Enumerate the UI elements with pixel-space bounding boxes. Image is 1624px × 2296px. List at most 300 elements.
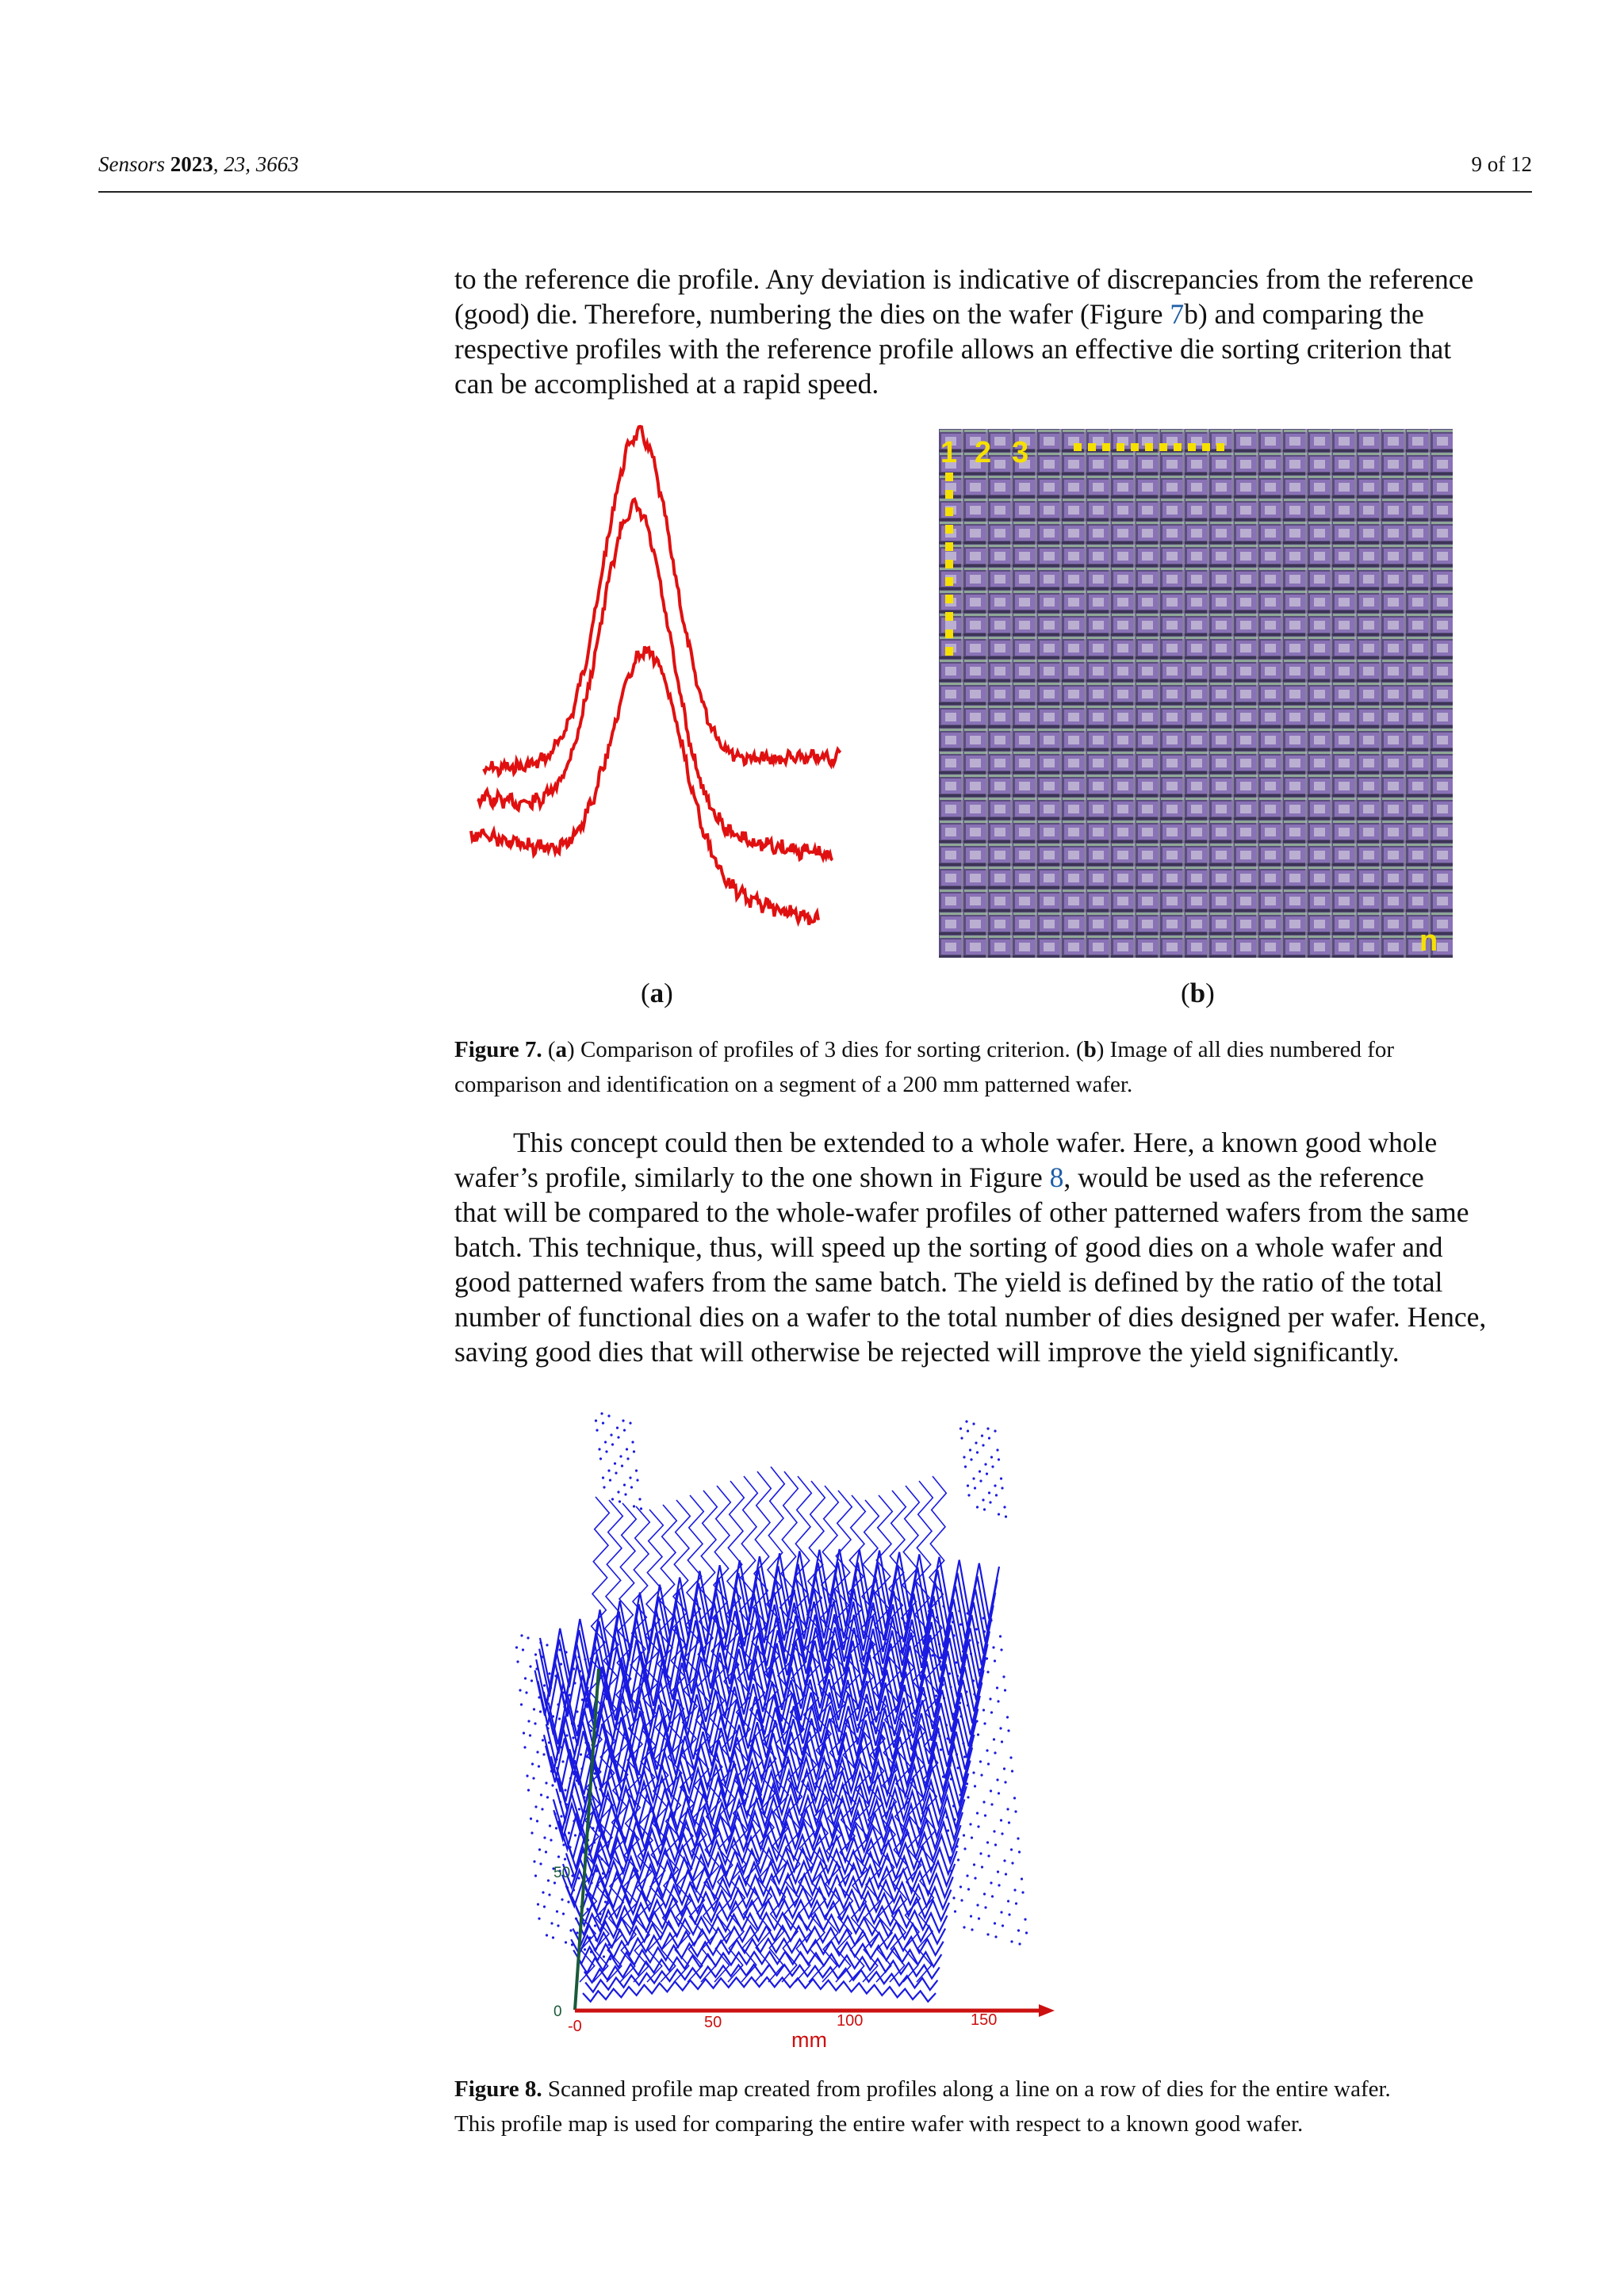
figure-7-link[interactable]: 7 [1170,298,1185,330]
paragraph-2-line [454,1160,1532,1195]
profile-map-point [970,1652,972,1655]
profile-map-line [768,1471,798,1982]
page-number: 9 of 12 [1471,152,1532,176]
caption-line: Figure 7. (a) Comparison of profiles of 3 dies for sorting criterion. (b) Image of all dies numbered for [454,1037,1395,1062]
profile-map-point [944,1632,947,1634]
profile-map-point [995,1494,998,1496]
profile-map-point [959,1885,962,1888]
profile-map-point [986,1749,988,1751]
profile-map-point [970,1458,972,1460]
paragraph-2-line: that will be compared to the whole-wafer profiles of other patterned wafers from the same [454,1196,1469,1228]
profile-map-point [989,1501,991,1503]
profile-map-point [994,1751,996,1754]
profile-map-point [1001,1832,1003,1835]
profile-map-point [956,1766,959,1769]
figure-8-caption [454,2072,1549,2141]
profile-map-point [983,1892,986,1895]
profile-map-point [982,1800,985,1803]
profile-map-point [948,1764,951,1766]
profile-map-point [957,1858,959,1861]
profile-map-point [575,1917,577,1919]
profile-map-point [1025,1931,1028,1934]
profile-map-point [1001,1740,1003,1743]
profile-map-point [1000,1648,1002,1651]
profile-map-point [970,1744,972,1747]
profile-map-point [640,1507,642,1510]
profile-map-point [967,1494,970,1496]
profile-map-point [610,1433,612,1436]
profile-map-point [963,1926,965,1928]
profile-map-point [588,1936,591,1938]
profile-map-point [974,1877,976,1879]
profile-map-point [525,1691,527,1693]
profile-map-point [963,1834,965,1836]
profile-map-point [974,1487,976,1489]
profile-map-point [562,1843,565,1846]
profile-map-point [982,1498,984,1501]
profile-map-point [542,1739,544,1741]
profile-map-point [554,1674,557,1677]
profile-map-point [1024,1918,1026,1920]
x-tick-label: -0 [568,2018,582,2035]
die-number-1: 1 [940,436,958,469]
profile-map-point [1018,1850,1021,1853]
profile-map-point [936,1708,938,1710]
profile-map-point [972,1771,975,1774]
profile-map-point [515,1646,518,1648]
profile-map-point [577,1877,580,1879]
profile-map-point [630,1486,633,1488]
profile-map-point [636,1479,638,1481]
profile-map-point [953,1818,956,1820]
profile-map-point [976,1451,979,1453]
profile-map-point [1013,1797,1016,1799]
profile-map-point [542,1753,545,1755]
profile-map-point [1021,1877,1023,1880]
profile-map-point [611,1498,614,1500]
profile-map-point [938,1735,940,1737]
profile-map-point [563,1705,565,1708]
profile-map-point [966,1782,968,1785]
profile-map-point [963,1456,965,1458]
profile-map-point [619,1455,622,1457]
die-number-2: 2 [975,436,992,469]
figure-8-profile-map [452,1395,1166,2053]
profile-map-point [928,1613,930,1616]
numbering-dot [1188,443,1196,451]
profile-map-point [945,1724,948,1726]
profile-map-point [568,1831,570,1834]
numbering-dot [1131,443,1139,451]
profile-map-point [536,1751,538,1753]
profile-map-point [546,1796,549,1798]
numbering-dot [945,507,953,516]
profile-map-point [1015,1902,1017,1904]
profile-map-point [963,1755,966,1758]
profile-map-point [998,1792,1000,1794]
y-tick-label: 0 [553,2003,562,2020]
profile-map-point [615,1471,617,1474]
caption-label: Figure 7. [454,1037,542,1062]
paragraph-1-line [454,297,1532,331]
profile-map-point [577,1724,580,1727]
profile-map-point [991,1895,994,1897]
profile-map-point [996,1686,998,1689]
caption-b: b [1083,1037,1097,1062]
numbering-dot [945,577,953,586]
x-tick-label: 100 [837,2012,864,2030]
profile-map-point [972,1477,975,1479]
profile-map-point [550,1922,553,1924]
profile-map-point [550,1686,552,1689]
profile-map-point [972,1679,975,1682]
profile-map-point [556,1910,558,1912]
profile-map-point [993,1738,995,1740]
profile-map-point [939,1656,941,1659]
profile-map-point [971,1836,973,1839]
profile-map-point [623,1429,626,1431]
profile-map-point [541,1655,543,1658]
profile-map-point [565,1803,568,1805]
paragraph-2-line: batch. This technique, thus, will speed up the sorting of good dies on a whole wafer and [454,1231,1443,1263]
profile-map-point [989,1697,991,1700]
profile-map-point [940,1748,942,1751]
profile-map-point [588,1853,590,1855]
numbering-dot [1088,443,1096,451]
numbering-dot [945,473,953,481]
profile-map-point [969,1823,971,1825]
profile-map-point [585,1893,588,1896]
profile-map-point [1003,1767,1005,1770]
profile-map-point [569,1846,571,1848]
profile-map-point [983,1508,986,1510]
profile-map-point [566,1886,569,1888]
profile-map-point [593,1772,596,1774]
profile-map-point [586,1908,588,1910]
profile-map-point [979,1479,982,1482]
profile-map-point [949,1686,952,1688]
profile-map-point [994,1429,996,1432]
caption-label: Figure 8. [454,2076,542,2102]
profile-map-point [599,1457,602,1460]
label-a-text: a [649,978,665,1008]
numbering-dot [1174,443,1182,451]
profile-map-point [516,1660,519,1663]
caption-text: Scanned profile map created from profiles along a line on a row of dies for the entire wafer. [542,2076,1391,2102]
paragraph-1-line: to the reference die profile. Any deviation is indicative of discrepancies from the reference [454,263,1474,295]
profile-map-point [571,1874,573,1877]
profile-map-point [982,1709,985,1711]
profile-map-point [603,1955,605,1957]
profile-map-point [557,1924,559,1927]
profile-map-point [590,1881,592,1884]
profile-map-point [1010,1848,1013,1850]
profile-map-point [607,1943,610,1946]
profile-map-point [567,1748,569,1751]
profile-map-point [596,1429,598,1431]
profile-map-point [577,1655,580,1658]
profile-map-point [967,1796,969,1798]
profile-map-point [579,1670,581,1672]
profile-map-point [572,1736,574,1739]
paragraph-2-line [454,1125,1532,1160]
profile-map-point [986,1933,989,1935]
profile-map-point [981,1434,983,1437]
journal-year: 2023 [170,152,213,176]
paragraph-1-line: respective profiles with the reference profile allows an effective die sorting criterion that [454,333,1452,365]
profile-map-point [626,1448,628,1450]
profile-map-point [935,1694,937,1697]
profile-map-point [997,1870,999,1873]
profile-map-point [993,1830,995,1832]
profile-map-point [565,1651,567,1653]
profile-map-point [527,1636,529,1639]
profile-map-point [954,1910,956,1912]
profile-map-point [607,1414,610,1417]
profile-map-point [557,1703,559,1705]
profile-map-point [986,1657,988,1659]
profile-map-point [629,1422,631,1424]
profile-map-point [934,1602,936,1605]
profile-map-point [979,1852,982,1854]
profile-map-point [573,1682,576,1684]
profile-map-point [580,1753,582,1755]
profile-map-point [596,1869,598,1872]
profile-map-point [941,1683,944,1686]
die-profile-3 [471,646,818,924]
profile-map-point [536,1820,538,1822]
profile-map-point [959,1701,961,1704]
profile-map-point [557,1855,560,1858]
profile-map-point [990,1456,993,1458]
profile-map-point [1017,1929,1020,1931]
profile-map-point [976,1812,979,1814]
profile-map-point [555,1827,557,1829]
profile-map-point [1004,1781,1006,1783]
profile-map-point [546,1644,548,1646]
profile-map-point [948,1672,951,1674]
profile-map-point [994,1659,996,1662]
profile-map-point [964,1465,967,1468]
figure-8-link[interactable]: 8 [1049,1161,1064,1193]
profile-map-point [998,1458,1000,1460]
profile-map-point [1000,1911,1002,1913]
profile-map-point [565,1734,568,1736]
profile-map-point [520,1703,523,1705]
profile-map-point [573,1820,575,1822]
profile-map-point [534,1653,537,1655]
text-span: (good) die. Therefore, numbering the dies on the wafer (Figure [454,298,1170,330]
profile-map-point [576,1779,578,1781]
profile-map-point [984,1906,986,1908]
profile-map-point [530,1817,532,1820]
paragraph-2-line: good patterned wafers from the same batch. The yield is defined by the ratio of the total [454,1266,1443,1298]
profile-map-point [594,1924,596,1927]
profile-map-point [524,1677,527,1679]
profile-map-point [553,1729,555,1732]
profile-map-point [990,1789,992,1792]
profile-map-point [584,1810,587,1812]
die-number-n: n [1419,924,1438,958]
profile-map-point [548,1741,550,1743]
profile-map-point [1000,1819,1002,1821]
subfigure-label-a: (a) [641,978,673,1008]
profile-map-point [965,1690,967,1693]
profile-map-point [938,1643,940,1645]
profile-map-point [588,1701,590,1703]
profile-map-point [942,1775,944,1777]
profile-map-point [531,1762,534,1765]
numbering-dot [945,647,953,656]
profile-map-point [975,1628,978,1630]
profile-map-point [598,1829,600,1831]
profile-map-point [633,1450,635,1452]
header-rule [98,191,1532,193]
profile-map-point [602,1422,604,1424]
profile-map-point [936,1616,938,1618]
profile-map-point [600,1927,603,1929]
profile-map-point [943,1697,945,1699]
numbering-dot [1074,443,1082,451]
profile-map-point [994,1484,996,1487]
numbering-dot [945,525,953,534]
profile-map-point [1000,1477,1002,1479]
profile-map-point [976,1904,979,1906]
profile-map-point [960,1899,963,1901]
profile-map-point [633,1505,635,1507]
profile-map-point [520,1634,523,1636]
profile-map-point [980,1774,982,1776]
profile-map-point [584,1741,587,1743]
profile-map-point [953,1726,956,1728]
profile-map-point [621,1464,623,1467]
die-number-3: 3 [1012,436,1029,469]
profile-map-point [581,1850,584,1853]
profile-map-point [557,1772,559,1774]
profile-map-point [535,1667,538,1670]
profile-map-point [558,1717,561,1720]
profile-map-point [550,1839,552,1841]
profile-map-point [543,1905,546,1908]
profile-map-point [984,1463,986,1465]
profile-map-point [931,1654,933,1656]
profile-map-point [538,1917,540,1919]
profile-map-point [590,1729,592,1732]
profile-map-point [942,1605,944,1607]
journal-volume: , 23, 3663 [213,152,299,176]
profile-map-point [567,1900,569,1903]
profile-map-point [544,1698,546,1701]
profile-map-point [548,1893,550,1896]
caption-text: Comparison of profiles of 3 dies for sorting criterion. ( [574,1037,1084,1062]
profile-map-point [959,1793,961,1796]
profile-map-point [994,1843,997,1846]
profile-map-point [631,1441,634,1443]
profile-map-point [561,1898,563,1900]
profile-map-point [1005,1515,1007,1517]
profile-map-point [988,1491,990,1494]
profile-map-point [933,1667,935,1670]
x-tick-label: 50 [704,2014,722,2031]
profile-map-point [626,1457,629,1460]
text-span: b) and comparing the [1184,298,1424,330]
profile-map-point [994,1935,997,1938]
profile-map-point [1005,1873,1007,1875]
figure-7b-wafer-image [939,429,1453,958]
numbering-dot [1159,443,1167,451]
profile-map-point [959,1715,962,1717]
profile-map-point [549,1824,551,1827]
profile-map-point [564,1858,566,1860]
figure-7a-profiles [460,424,856,947]
profile-map-point [522,1648,524,1651]
profile-map-point [635,1469,638,1471]
profile-map-point [1002,1924,1004,1927]
text-span: wafer’s profile, similarly to the one shown in Figure [454,1161,1050,1193]
profile-map-point [611,1443,614,1445]
profile-map-point [996,1778,998,1781]
profile-map-point [1017,1837,1019,1839]
profile-map-point [596,1884,599,1886]
profile-map-point [595,1938,597,1941]
profile-map-point [582,1712,584,1715]
profile-map-point [999,1635,1002,1637]
profile-map-point [960,1437,963,1439]
profile-map-point [1009,1756,1012,1758]
profile-map-point [952,1634,955,1636]
profile-map-point [553,1881,556,1884]
profile-map-point [605,1450,607,1452]
profile-map-point [530,1831,533,1834]
profile-map-point [576,1931,578,1934]
profile-map-point [604,1900,607,1903]
profile-map-point [1003,1506,1005,1508]
profile-map-point [945,1816,948,1818]
profile-map-point [552,1715,554,1717]
profile-map-point [970,1915,972,1917]
profile-map-point [602,1476,604,1479]
profile-map-point [592,1896,594,1898]
paragraph-1-line: can be accomplished at a rapid speed. [454,368,879,400]
profile-map-point [1002,1675,1005,1678]
paragraph-2 [454,1125,1532,1369]
figure-7-caption [454,1032,1549,1102]
profile-map-point [569,1777,572,1779]
profile-map-point [956,1674,959,1677]
profile-map-point [975,1441,977,1444]
profile-map-point [597,1815,599,1817]
profile-map-point [542,1891,544,1893]
numbering-dot [945,490,953,499]
profile-map-point [1014,1810,1017,1812]
profile-map-point [537,1903,539,1905]
profile-map-point [539,1710,542,1712]
y-tick-label: 50 [553,1865,571,1881]
profile-map-point [603,1486,605,1488]
profile-map-point [962,1742,964,1744]
profile-map-point [980,1682,982,1684]
profile-map-point [976,1641,979,1644]
profile-map-point [586,1686,588,1689]
profile-map-point [1011,1862,1013,1864]
profile-map-lines [515,1412,1028,2001]
profile-map-point [959,1623,962,1625]
profile-map-point [519,1689,521,1691]
profile-map-point [617,1490,619,1493]
profile-map-point [947,1829,949,1831]
numbering-dot [1216,443,1224,451]
profile-map-point [992,1646,994,1648]
